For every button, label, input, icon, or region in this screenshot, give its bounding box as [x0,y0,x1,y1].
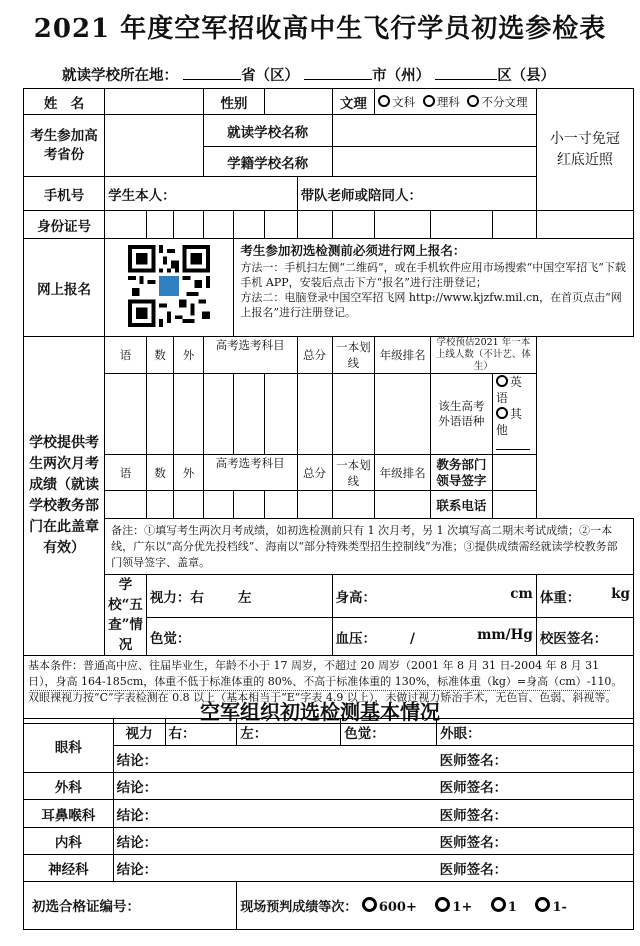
score-cell[interactable] [105,491,147,519]
id-digit-cell[interactable] [146,211,173,239]
subject-foreign: 外 [174,337,203,374]
id-digit-cell[interactable] [105,211,147,239]
school-name-input[interactable] [332,115,536,147]
score-cell[interactable] [146,374,173,455]
grade-1plus-radio-icon[interactable] [435,897,450,912]
photo-box[interactable]: 小一寸免冠 红底近照 [536,89,633,211]
gender-label: 性别 [203,89,264,115]
vision-right[interactable]: 右： [165,719,237,746]
id-digit-cell[interactable] [492,211,536,239]
grade-1minus-radio-icon[interactable] [535,897,550,912]
score-cell[interactable] [375,491,431,519]
subject-chinese: 语 [105,455,147,491]
phone-teacher[interactable]: 带队老师或陪同人： [297,177,536,211]
phone-self[interactable]: 学生本人： [105,177,297,211]
score-cell[interactable] [146,491,173,519]
eye-doctor-sign[interactable]: 医师签名： [437,746,634,773]
score-cell[interactable] [234,374,265,455]
grade-field: 现场预判成绩等次： 600+ 1+ 1 1- [237,881,634,929]
elective-header: 高考选考科目 [203,455,297,491]
rank-header: 年级排名 [375,455,431,491]
score-cell[interactable] [203,491,234,519]
neuro-label: 神经科 [24,854,114,881]
track-options[interactable]: 文科 理科 不分文理 [375,89,537,115]
cut-line [30,690,610,691]
exam-table [23,718,634,930]
phone-label: 手机号 [24,177,105,211]
neuro-conclusion[interactable]: 结论： [113,854,436,881]
score-cell[interactable] [332,374,375,455]
tier-header: 一本划线 [332,337,375,374]
subject-math: 数 [146,337,173,374]
track-science-radio-icon[interactable] [423,95,435,107]
other-radio-icon[interactable] [496,407,508,419]
online-instructions: 考生参加初选检测前必须进行网上报名： 方法一：手机扫左侧“二维码”，或在手机软件应用市场搜索“中国空军招飞”下载手机 APP，安装后点击下方“报名”进行注册登记； 方法二：电脑登录中国空军招飞网 http://www.kjzfw.mil.cn，在首页点击“网上报名”进行注册登记。 [234,239,634,337]
english-radio-icon[interactable] [496,375,508,387]
outer-eye-field[interactable]: 外眼： [437,719,634,746]
score-cell[interactable] [203,374,234,455]
color-sense-field[interactable]: 色觉： [146,618,332,656]
surgery-doctor-sign[interactable]: 医师签名： [437,773,634,800]
scores-label: 学校提供考生两次月考成绩（就读学校教务部门在此盖章有效） [24,337,105,656]
forecast-header: 学校预估2021 年一本上线人数（不计艺、体生） [431,337,537,374]
registry-school-label: 学籍学校名称 [203,147,332,177]
other-language-blank[interactable] [496,438,530,450]
province-blank[interactable] [183,64,241,80]
surgery-conclusion[interactable]: 结论： [113,773,436,800]
qr-code-icon[interactable] [128,245,210,327]
internal-label: 内科 [24,827,114,854]
id-digit-cell[interactable] [203,211,234,239]
id-digit-cell[interactable] [375,211,431,239]
internal-doctor-sign[interactable]: 医师签名： [437,827,634,854]
ent-doctor-sign[interactable]: 医师签名： [437,800,634,827]
online-label: 网上报名 [24,239,105,337]
id-digit-cell[interactable] [297,211,332,239]
name-label: 姓 名 [24,89,105,115]
blood-pressure-field[interactable]: 血压： / mm/Hg [332,618,536,656]
eye-conclusion[interactable]: 结论： [113,746,436,773]
elective-header: 高考选考科目 [203,337,297,374]
rank-header: 年级排名 [375,337,431,374]
vision-label: 视力 [113,719,165,746]
color-field[interactable]: 色觉： [341,719,437,746]
pass-number-field[interactable]: 初选合格证编号： [24,881,237,929]
contact-label: 联系电话 [431,491,493,519]
school-location-line: 就读学校所在地： 省（区） 市（州） 区（县） [62,64,555,85]
id-digit-cell[interactable] [332,211,375,239]
gender-input[interactable] [265,89,332,115]
ent-conclusion[interactable]: 结论： [113,800,436,827]
subject-chinese: 语 [105,337,147,374]
school-doctor-sign[interactable]: 校医签名： [536,618,633,656]
edu-sign-label: 教务部门领导签字 [431,455,493,491]
exam-province-label: 考生参加高考省份 [24,115,105,177]
neuro-doctor-sign[interactable]: 医师签名： [437,854,634,881]
score-cell[interactable] [174,374,203,455]
exam-section-title: 空军组织初选检测基本情况 [200,700,440,724]
foreign-language-label: 该生高考外语语种 [431,374,493,455]
tier-header: 一本划线 [332,455,375,491]
scores-note: 备注：①填写考生两次月考成绩，如初选检测前只有 1 次月考，另 1 次填写高二期末考试成绩；②一本线，广东以“高分优先投档线”、海南以“部分特殊类型招生控制线”为准；③提供成绩需经就读学校教务部门领导签字、盖章。 [105,519,634,575]
track-arts-radio-icon[interactable] [378,95,390,107]
score-cell[interactable] [174,491,203,519]
id-digit-cell[interactable] [431,211,493,239]
score-cell[interactable] [297,491,332,519]
city-blank[interactable] [304,64,372,80]
id-digit-cell[interactable] [536,211,633,239]
grade-1-radio-icon[interactable] [491,897,506,912]
score-cell[interactable] [265,491,297,519]
basic-conditions: 基本条件：普通高中应、往届毕业生，年龄不小于 17 周岁，不超过 20 周岁（2001 年 8 月 31 日-2004 年 8 月 31 日），身高 164-185cm，体重不低于标准体重的 80%、不高于标准体重的 130%，标准体重（kg）=身高（cm）-110。双眼裸视力按“C”字表检测在 0.8 以上（基本相当于“E”字表 4.9 以上），未做过视力矫治手术，无色盲、色弱、斜视等。 [24,656,634,724]
district-blank[interactable] [435,64,497,80]
subject-foreign: 外 [174,455,203,491]
foreign-language-options[interactable]: 英语 其他 [492,374,536,455]
score-cell[interactable] [332,491,375,519]
id-digit-cell[interactable] [174,211,203,239]
score-cell[interactable] [297,374,332,455]
total-header: 总分 [297,337,332,374]
qr-code[interactable] [105,239,234,337]
total-header: 总分 [297,455,332,491]
applicant-table [23,88,634,724]
track-label: 文理 [332,89,375,115]
score-cell[interactable] [105,374,147,455]
subject-math: 数 [146,455,173,491]
five-check-label: 学校“五查”情况 [105,575,147,656]
grade-600-radio-icon[interactable] [362,897,377,912]
weight-field[interactable]: 体重： kg [536,575,633,618]
score-cell[interactable] [234,491,265,519]
id-digit-cell[interactable] [265,211,297,239]
height-field[interactable]: 身高： cm [332,575,536,618]
registry-school-input[interactable] [332,147,536,177]
emblem-icon [160,276,180,296]
track-none-radio-icon[interactable] [467,95,479,107]
id-number-label: 身份证号 [24,211,105,239]
surgery-label: 外科 [24,773,114,800]
ent-label: 耳鼻喉科 [24,800,114,827]
edu-sign-input[interactable] [492,455,536,491]
id-digit-cell[interactable] [234,211,265,239]
school-name-label: 就读学校名称 [203,115,332,147]
contact-input[interactable] [492,491,536,519]
name-input[interactable] [105,89,204,115]
exam-province-input[interactable] [105,115,204,177]
score-cell[interactable] [265,374,297,455]
form-title: 2021 年度空军招收高中生飞行学员初选参检表 [33,14,607,44]
score-cell[interactable] [375,374,431,455]
vision-left[interactable]: 左： [237,719,341,746]
eye-label: 眼科 [24,719,114,773]
vision-field[interactable]: 视力：右 左 [146,575,332,618]
internal-conclusion[interactable]: 结论： [113,827,436,854]
